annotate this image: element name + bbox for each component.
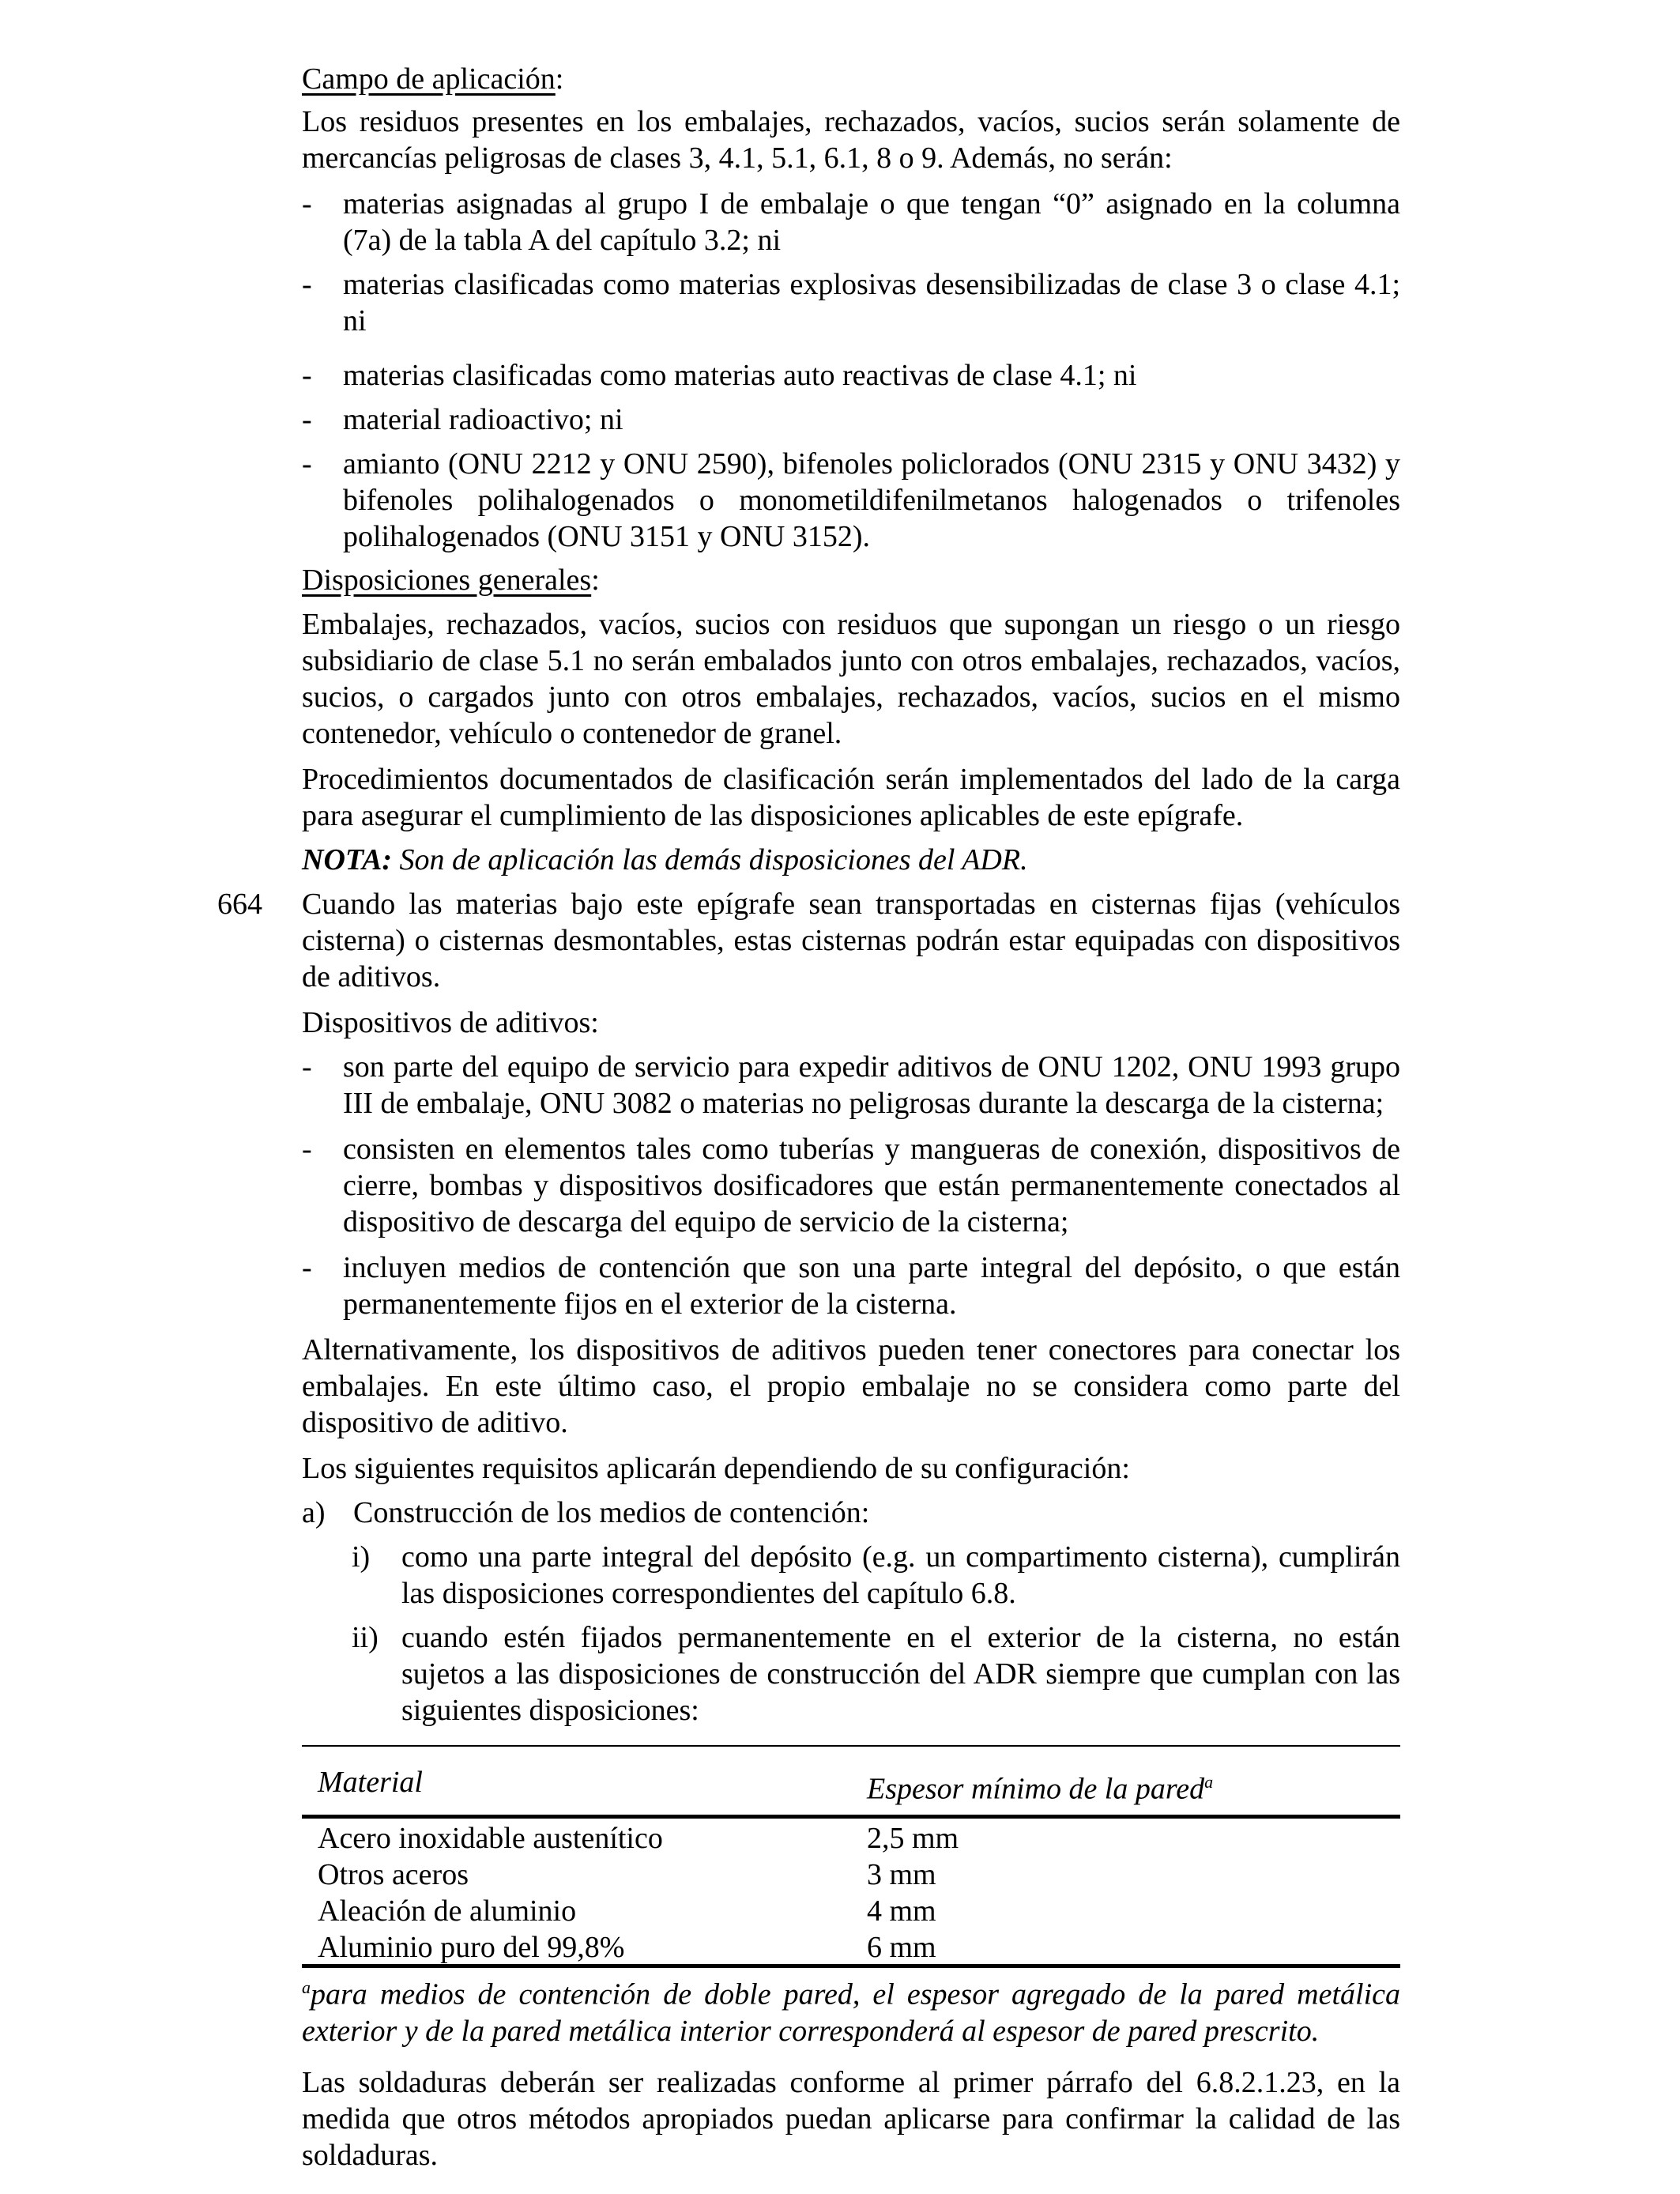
bullet-marker: - bbox=[302, 1050, 312, 1084]
bullet-marker: - bbox=[302, 1251, 312, 1284]
heading-campo-colon: : bbox=[555, 62, 564, 96]
table-footnote bbox=[302, 1970, 1400, 2049]
nota-paragraph bbox=[302, 842, 1400, 878]
sub-item-marker: i) bbox=[352, 1540, 371, 1574]
bullet-text: amianto (ONU 2212 y ONU 2590), bifenoles policlorados (ONU 2315 y ONU 3432) y bifenoles polihalogenados o monometildifenilmetanos halogenados o trifenoles polihalogenados (ONU 3151 y ONU 3152). bbox=[343, 447, 1400, 553]
table-cell-thickness: 4 mm bbox=[867, 1894, 936, 1928]
disposiciones-paragraph-1: Embalajes, rechazados, vacíos, sucios con residuos que supongan un riesgo o un riesgo subsidiario de clase 5.1 no serán embalados junto con otros embalajes, rechazados, vacíos, sucios, o cargados junto con otros embalajes, rechazados, vacíos, sucios en el mismo contenedor, vehículo o contenedor de granel. bbox=[302, 608, 1400, 750]
table-header-thickness bbox=[867, 1764, 1213, 1808]
item-marker: a) bbox=[302, 1496, 326, 1529]
bullet-marker: - bbox=[302, 447, 312, 481]
bullet-marker: - bbox=[302, 268, 312, 301]
sub-item-text: como una parte integral del depósito (e.g. un compartimento cisterna), cumplirán las disposiciones correspondientes del capítulo 6.8. bbox=[401, 1540, 1400, 1610]
table-header-thickness-text: Espesor mínimo de la pared bbox=[867, 1772, 1205, 1806]
table-cell-material: Aleación de aluminio bbox=[318, 1894, 577, 1928]
bullet-marker: - bbox=[302, 187, 312, 221]
table-header-material: Material bbox=[318, 1766, 423, 1799]
table-header-rule bbox=[302, 1815, 1400, 1819]
table-cell-material: Aluminio puro del 99,8% bbox=[318, 1931, 625, 1964]
requisitos-intro: Los siguientes requisitos aplicarán dependiendo de su configuración: bbox=[302, 1452, 1130, 1485]
table-cell-material: Acero inoxidable austenítico bbox=[318, 1822, 663, 1855]
bullet-marker: - bbox=[302, 1133, 312, 1166]
provision-number: 664 bbox=[217, 888, 262, 921]
item-text: Construcción de los medios de contención: bbox=[353, 1496, 870, 1529]
provision-664-intro: Cuando las materias bajo este epígrafe sean transportadas en cisternas fijas (vehículos cisterna) o cisternas desmontables, estas cisternas podrán estar equipadas con dispositivos de aditivos. bbox=[302, 888, 1400, 993]
bullet-text: son parte del equipo de servicio para expedir aditivos de ONU 1202, ONU 1993 grupo III de embalaje, ONU 3082 o materias no peligrosas durante la descarga de la cisterna; bbox=[343, 1050, 1400, 1120]
footnote-text: para medios de contención de doble pared, el espesor agregado de la pared metálica exterior y de la pared metálica interior corresponderá al espesor de pared prescrito. bbox=[302, 1977, 1400, 2048]
sub-item-text: cuando estén fijados permanentemente en el exterior de la cisterna, no están sujetos a las disposiciones de construcción del ADR siempre que cumplan con las siguientes disposiciones: bbox=[401, 1621, 1400, 1727]
disposiciones-paragraph-2: Procedimientos documentados de clasificación serán implementados del lado de la carga para asegurar el cumplimiento de las disposiciones aplicables de este epígrafe. bbox=[302, 763, 1400, 832]
table-cell-thickness: 6 mm bbox=[867, 1931, 936, 1964]
heading-campo-text: Campo de aplicación bbox=[302, 62, 556, 96]
campo-intro-paragraph: Los residuos presentes en los embalajes, rechazados, vacíos, sucios serán solamente de mercancías peligrosas de clases 3, 4.1, 5.1, 6.1, 8 o 9. Además, no serán: bbox=[302, 105, 1400, 175]
table-cell-thickness: 3 mm bbox=[867, 1858, 936, 1891]
bullet-text: materias clasificadas como materias auto reactivas de clase 4.1; ni bbox=[343, 359, 1137, 392]
table-bottom-rule bbox=[302, 1964, 1400, 1968]
bullet-text: consisten en elementos tales como tuberías y mangueras de conexión, dispositivos de cierre, bombas y dispositivos dosificadores que están permanentemente conectados al dispositivo de descarga del equipo de servicio de la cisterna; bbox=[343, 1133, 1400, 1238]
bullet-marker: - bbox=[302, 403, 312, 436]
heading-disposiciones-generales bbox=[302, 562, 1400, 598]
heading-campo-de-aplicacion bbox=[302, 61, 1400, 97]
dispositivos-heading: Dispositivos de aditivos: bbox=[302, 1006, 599, 1039]
bullet-text: materias asignadas al grupo I de embalaje o que tengan “0” asignado en la columna (7a) de la tabla A del capítulo 3.2; ni bbox=[343, 187, 1400, 257]
nota-text: Son de aplicación las demás disposiciones del ADR. bbox=[392, 843, 1028, 876]
bullet-text: material radioactivo; ni bbox=[343, 403, 623, 436]
nota-label: NOTA: bbox=[302, 843, 392, 876]
bullet-text: incluyen medios de contención que son una parte integral del depósito, o que están permanentemente fijos en el exterior de la cisterna. bbox=[343, 1251, 1400, 1321]
footnote-marker: a bbox=[302, 1977, 311, 1997]
table-header-footnote-ref: a bbox=[1204, 1772, 1214, 1792]
heading-disposiciones-colon: : bbox=[591, 564, 600, 597]
sub-item-marker: ii) bbox=[352, 1621, 379, 1654]
heading-disposiciones-text: Disposiciones generales bbox=[302, 564, 592, 597]
table-top-rule bbox=[302, 1745, 1400, 1747]
table-cell-material: Otros aceros bbox=[318, 1858, 469, 1891]
bullet-text: materias clasificadas como materias explosivas desensibilizadas de clase 3 o clase 4.1; ni bbox=[343, 268, 1400, 337]
soldaduras-paragraph: Las soldaduras deberán ser realizadas conforme al primer párrafo del 6.8.2.1.23, en la medida que otros métodos apropiados puedan aplicarse para confirmar la calidad de las soldaduras. bbox=[302, 2066, 1400, 2172]
table-cell-thickness: 2,5 mm bbox=[867, 1822, 959, 1855]
alternativamente-paragraph: Alternativamente, los dispositivos de aditivos pueden tener conectores para conectar los embalajes. En este último caso, el propio embalaje no se considera como parte del dispositivo de aditivo. bbox=[302, 1333, 1400, 1439]
bullet-marker: - bbox=[302, 359, 312, 392]
